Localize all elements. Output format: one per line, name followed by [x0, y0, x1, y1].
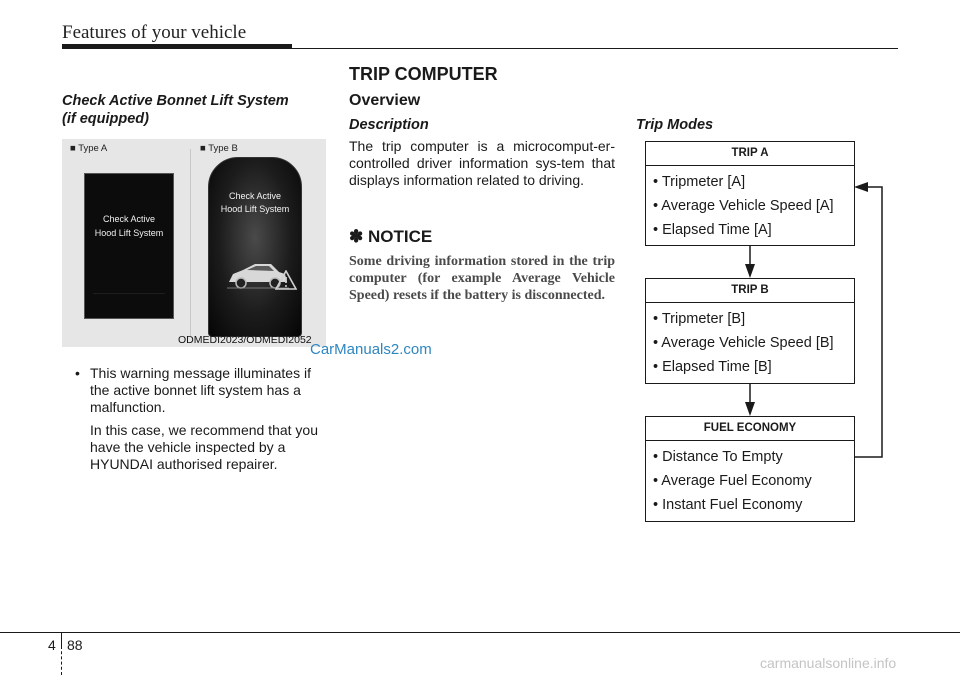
screen-b-line1: Check Active: [228, 191, 282, 201]
mode-item: • Average Vehicle Speed [B]: [653, 335, 834, 351]
warning-figure: [62, 139, 326, 347]
screen-a-faint-readout: [93, 293, 165, 310]
mode-item: • Average Fuel Economy: [653, 473, 812, 489]
left-heading-line1: Check Active Bonnet Lift System: [62, 93, 289, 109]
mode-item: • Elapsed Time [A]: [653, 222, 772, 238]
section-title: TRIP COMPUTER: [349, 64, 498, 84]
notice-title: ✽ NOTICE: [349, 227, 433, 246]
mode-item: • Tripmeter [B]: [653, 311, 746, 327]
cluster-display-type-a: [84, 173, 174, 319]
type-a-label: ■ Type A: [70, 143, 108, 154]
follow-paragraph: In this case, we recommend that you have the vehicle inspected by a HYUNDAI authorised repairer.: [90, 422, 318, 472]
mode-title: TRIP B: [646, 279, 854, 303]
type-b-label: ■ Type B: [200, 143, 238, 154]
arrow-return-loop: [854, 187, 882, 457]
figure-divider: [190, 149, 191, 337]
watermark: CarManuals2.com: [310, 341, 432, 358]
site-watermark: carmanualsonline.info: [760, 655, 897, 671]
arrow-a-to-b-head: [745, 264, 755, 278]
left-heading-line2: (if equipped): [62, 111, 149, 127]
mode-item: • Average Vehicle Speed [A]: [653, 198, 834, 214]
screen-a-line2: Hood Lift System: [94, 228, 164, 238]
mode-item: • Elapsed Time [B]: [653, 359, 772, 375]
bullet-text: This warning message illuminates if the active bonnet lift system has a malfunction.: [90, 365, 311, 415]
cluster-display-type-b: [208, 157, 302, 337]
mode-item: • Tripmeter [A]: [653, 174, 746, 190]
page-number: 88: [67, 637, 83, 653]
arrow-b-to-fuel-head: [745, 402, 755, 416]
notice-body: Some driving information stored in the trip computer (for example Average Vehicle Speed) resets if the battery is disconnected.: [349, 254, 615, 303]
header-rule-thick: [62, 44, 292, 49]
mode-title: TRIP A: [646, 142, 854, 166]
footer-dashed-tick: [61, 646, 63, 675]
mode-title: FUEL ECONOMY: [646, 417, 854, 441]
description-heading: Description: [349, 117, 429, 133]
screen-a-line1: Check Active: [102, 214, 156, 224]
mode-item: • Distance To Empty: [653, 449, 783, 465]
arrow-return-loop-head: [854, 182, 868, 192]
header-title: Features of your vehicle: [62, 22, 247, 43]
screen-b-line2: Hood Lift System: [220, 204, 290, 214]
mode-cycle-arrows: [640, 180, 890, 470]
header-rule-thin: [292, 48, 898, 49]
bullet-paragraph: [75, 365, 327, 416]
mode-item: • Instant Fuel Economy: [653, 497, 803, 513]
chapter-number: 4: [48, 637, 56, 653]
warning-triangle-icon: [275, 270, 297, 290]
warning-explanation: [75, 365, 327, 479]
trip-modes-heading: Trip Modes: [636, 117, 714, 133]
figure-code: ODMEDI2023/ODMEDI2052: [178, 334, 312, 346]
overview-heading: Overview: [349, 92, 421, 109]
footer-rule: [0, 632, 960, 633]
footer-tick: [61, 632, 62, 646]
bullet-dot: •: [75, 365, 80, 381]
left-heading: [62, 92, 332, 128]
description-body: The trip computer is a microcomput-er-controlled driver information sys-tem that displays information related to driving.: [349, 138, 615, 188]
